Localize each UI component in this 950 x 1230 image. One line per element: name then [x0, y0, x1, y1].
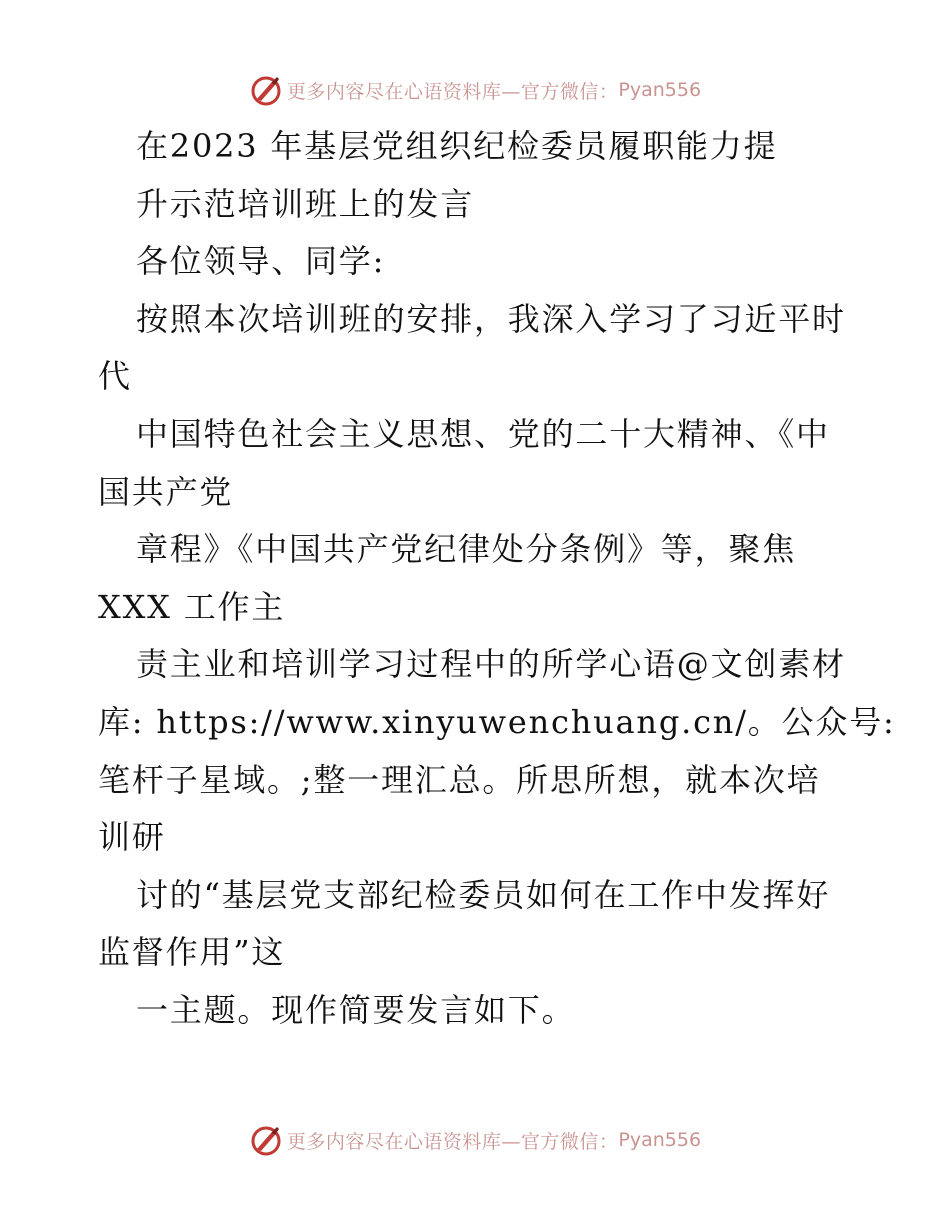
paragraph-line: 训研 [98, 818, 166, 857]
title-line-1: 在2023 年基层党组织纪检委员履职能力提 [136, 127, 778, 165]
pen-logo-icon [249, 73, 283, 107]
pen-logo-icon [249, 1123, 283, 1157]
watermark-text: 更多内容尽在心语资料库—官方微信： [286, 1130, 619, 1153]
paragraph-line: XXX 工作主 [98, 587, 286, 626]
paragraph-line: 监督作用”这 [98, 933, 286, 972]
paragraph-line: 国共产党 [98, 472, 234, 511]
paragraph-line: 按照本次培训班的安排，我深入学习了习近平时 [136, 299, 846, 338]
paragraph-line: 章程》《中国共产党纪律处分条例》等，聚焦 [136, 530, 797, 569]
footer-watermark [0, 1120, 950, 1160]
header-watermark [0, 70, 950, 110]
title-line-2: 升示范培训班上的发言 [136, 184, 475, 223]
document-body [98, 118, 896, 1040]
paragraph-line: 代 [98, 357, 132, 396]
paragraph-line: 一主题。现作简要发言如下。 [136, 990, 576, 1029]
paragraph-line: 笔杆子星域。;整一理汇总。所思所想，就本次培 [98, 760, 821, 799]
paragraph-line: 库: https://www.xinyuwenchuang.cn/。公众号: [98, 702, 896, 741]
paragraph-line: 责主业和培训学习过程中的所学心语@文创素材 [136, 645, 846, 684]
watermark-wechat-id: Pyan556 [618, 79, 702, 101]
watermark-text: 更多内容尽在心语资料库—官方微信： [286, 80, 619, 103]
paragraph-line: 讨的“基层党支部纪检委员如何在工作中发挥好 [136, 875, 831, 914]
salutation: 各位领导、同学: [136, 242, 386, 281]
watermark-wechat-id: Pyan556 [618, 1129, 702, 1151]
paragraph-line: 中国特色社会主义思想、党的二十大精神、《中 [136, 414, 830, 453]
